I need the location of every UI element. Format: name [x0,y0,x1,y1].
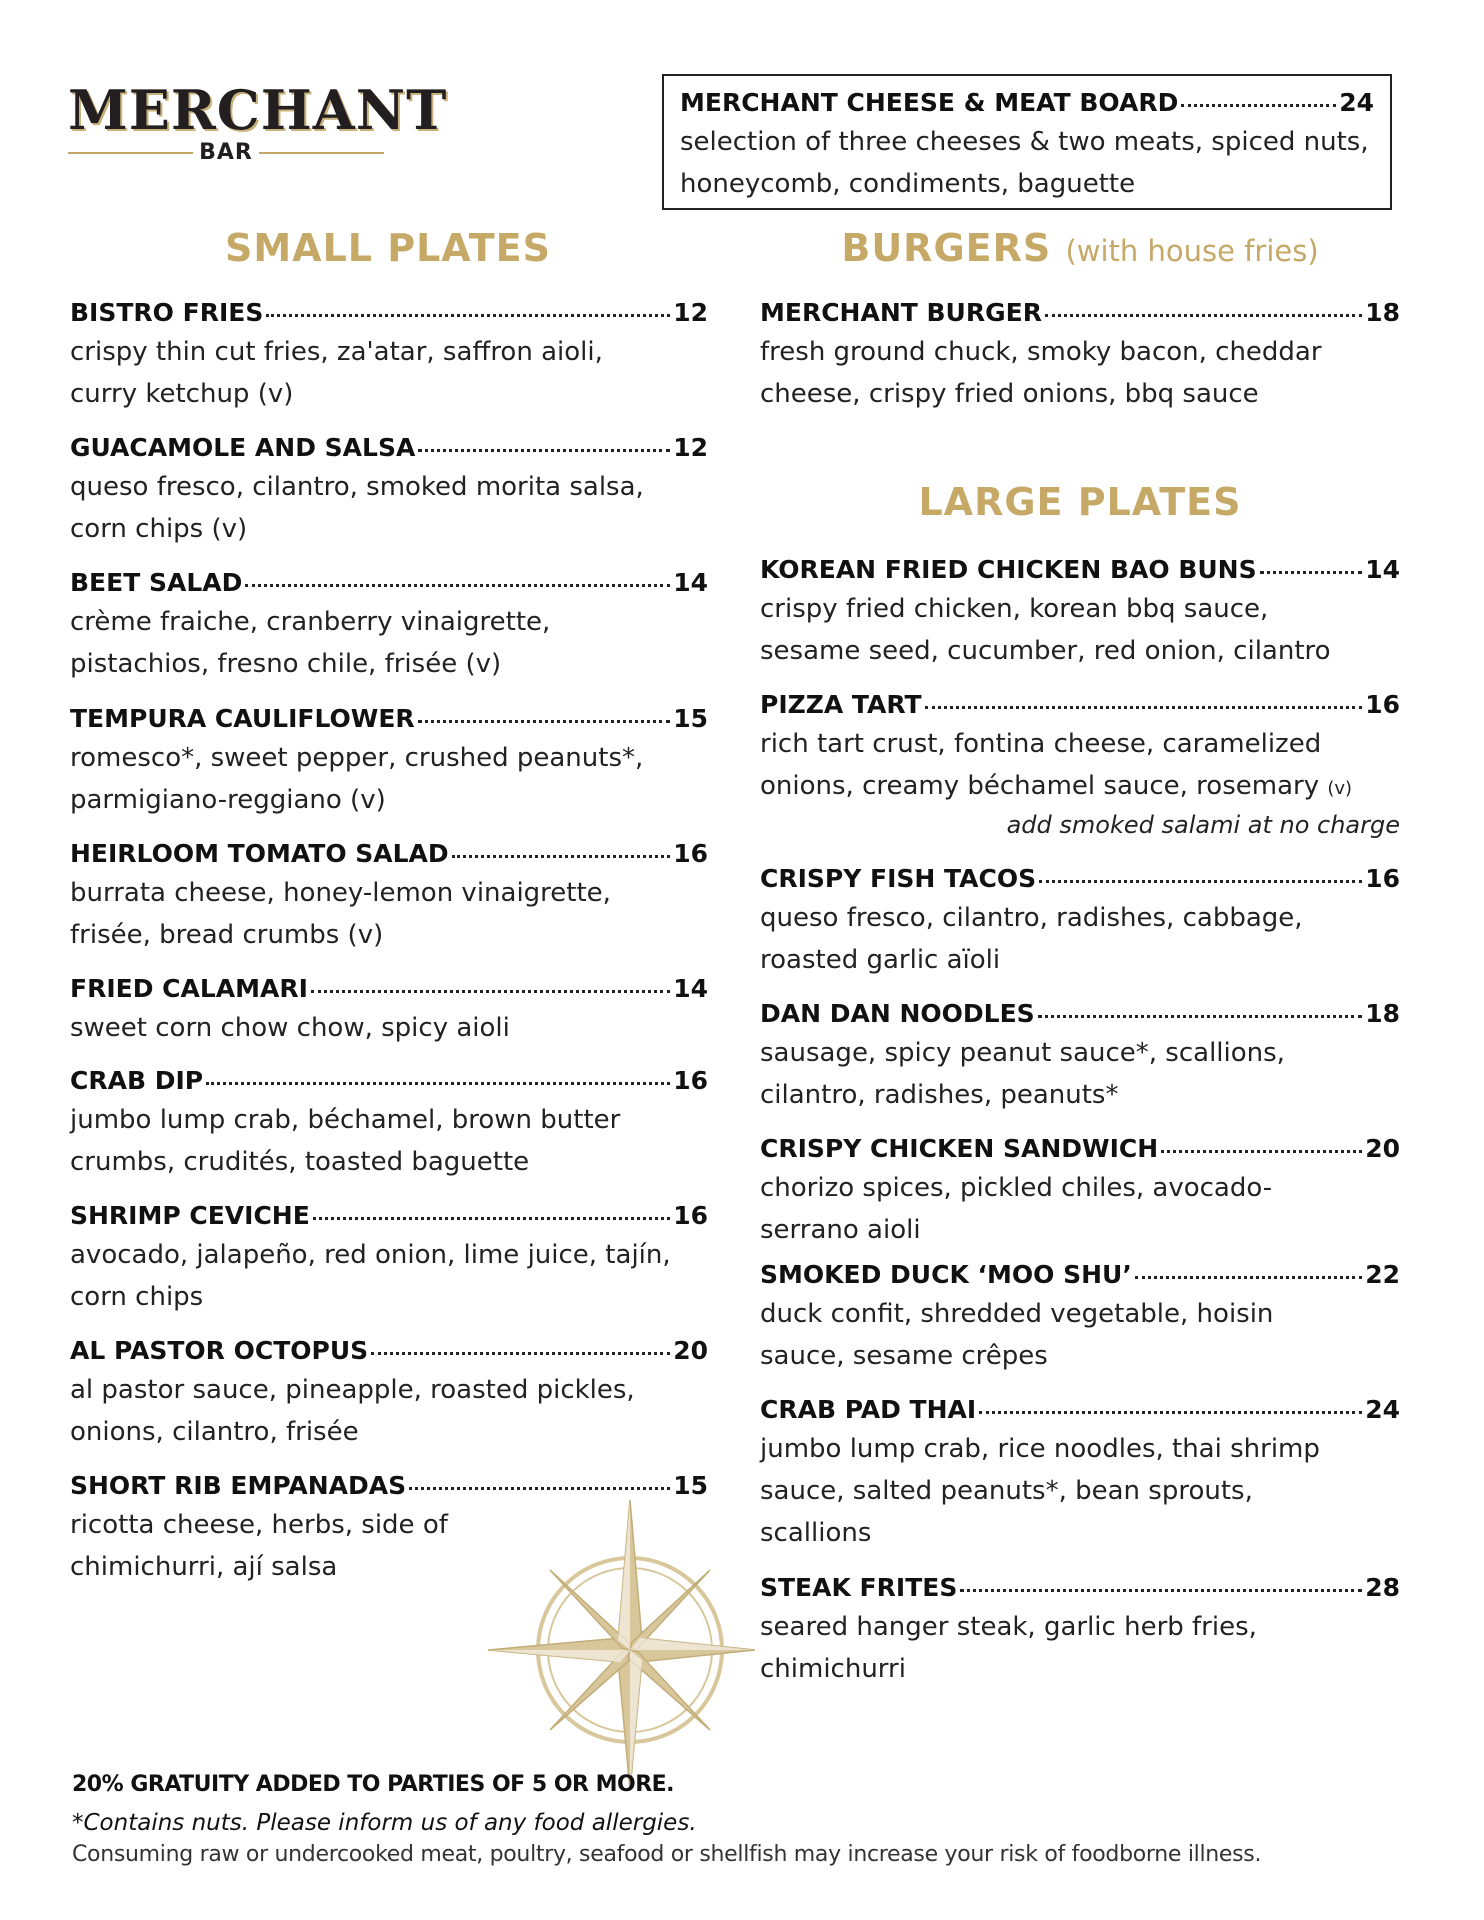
menu-item-header [760,296,1400,330]
menu-item-description [760,723,1400,810]
description-line: scallions [760,1518,872,1548]
menu-item-price: 22 [1365,1260,1400,1289]
menu-item [70,1334,708,1453]
menu-item-price: 16 [1365,690,1400,719]
description-line: duck confit, shredded vegetable, hoisin [760,1299,1274,1329]
menu-item [760,1393,1400,1554]
foodborne-warning: Consuming raw or undercooked meat, poultry, seafood or shellfish may increase your risk of foodborne illness. [72,1842,1262,1867]
description-line: burrata cheese, honey-lemon vinaigrette, [70,878,611,908]
menu-item-description [70,601,708,685]
description-line: corn chips [70,1282,204,1312]
description-line: cilantro, radishes, peanuts* [760,1080,1119,1110]
menu-item-name: CRISPY CHICKEN SANDWICH [760,1134,1159,1163]
menu-item-name: SHORT RIB EMPANADAS [70,1471,407,1500]
description-line: sesame seed, cucumber, red onion, cilantro [760,636,1331,666]
description-line: queso fresco, cilantro, smoked morita salsa, [70,472,644,502]
menu-item-description [70,872,708,956]
menu-item [760,997,1400,1116]
description-line: al pastor sauce, pineapple, roasted pickles, [70,1375,635,1405]
merchant-bar-logo [68,78,448,165]
menu-item-addon: add smoked salami at no charge [1006,811,1400,839]
description-line [760,765,1400,810]
menu-item-name: STEAK FRITES [760,1573,958,1602]
dot-leader [1039,880,1362,883]
menu-item-description [760,897,1400,981]
menu-item-description [760,1032,1400,1116]
menu-item-name: CRISPY FISH TACOS [760,864,1037,893]
menu-footer [72,1768,1412,1870]
dot-leader [925,706,1363,709]
description-line: jumbo lump crab, rice noodles, thai shrimp [760,1434,1320,1464]
menu-item-price: 15 [673,1471,708,1500]
dot-leader [311,990,670,993]
menu-item-price: 18 [1365,298,1400,327]
menu-item-description: selection of three cheeses & two meats, spiced nuts, honeycomb, condiments, baguette [680,127,1369,199]
menu-item-header [680,86,1374,120]
dot-leader [979,1411,1362,1414]
burgers-note: (with house fries) [1065,234,1319,268]
menu-item-description [760,1167,1400,1251]
menu-item [760,688,1400,840]
menu-item-name: KOREAN FRIED CHICKEN BAO BUNS [760,555,1257,584]
logo-wordmark: MERCHANT [68,78,448,142]
section-title-large-plates: LARGE PLATES [918,480,1242,524]
menu-item-name: FRIED CALAMARI [70,974,308,1003]
menu-item-price: 16 [673,839,708,868]
menu-item-header [760,553,1400,587]
menu-item-description [760,588,1400,672]
menu-item [70,702,708,821]
menu-item [70,566,708,685]
description-line: corn chips (v) [70,514,248,544]
description-line: crispy fried chicken, korean bbq sauce, [760,594,1269,624]
menu-item-price: 12 [673,298,708,327]
menu-item-price: 12 [673,433,708,462]
menu-item-price: 20 [1365,1134,1400,1163]
menu-item-price: 24 [1365,1395,1400,1424]
menu-item-header [760,1393,1400,1427]
dot-leader [1181,104,1336,107]
menu-item-description [760,1606,1400,1690]
menu-item-description [70,737,708,821]
dot-leader [245,584,670,587]
menu-item [760,1571,1400,1690]
menu-item-description [70,1234,708,1318]
description-line: jumbo lump crab, béchamel, brown butter [70,1105,621,1135]
allergy-notice: *Contains nuts. Please inform us of any food allergies. [72,1810,697,1836]
dot-leader [1038,1015,1363,1018]
menu-item [760,1132,1400,1251]
menu-item-header [70,837,708,871]
description-line: crème fraiche, cranberry vinaigrette, [70,607,551,637]
menu-item-name: TEMPURA CAULIFLOWER [70,704,415,733]
vegetarian-mark: (v) [1327,778,1353,799]
menu-item-header [70,431,708,465]
description-line: sweet corn chow chow, spicy aioli [70,1013,510,1043]
menu-item-header [70,1334,708,1368]
menu-item [70,972,708,1049]
menu-item-name: SHRIMP CEVICHE [70,1201,310,1230]
description-line: chimichurri, ají salsa [70,1552,338,1582]
menu-item-name: MERCHANT BURGER [760,298,1042,327]
menu-item-price: 14 [673,974,708,1003]
logo-rule-left [68,152,193,154]
menu-item-header [70,1199,708,1233]
menu-item-name: CRAB PAD THAI [760,1395,977,1424]
dot-leader [206,1082,670,1085]
description-line: parmigiano-reggiano (v) [70,785,386,815]
logo-bar-text: BAR [199,140,253,165]
menu-item-name: BEET SALAD [70,568,243,597]
logo-subline [68,140,384,165]
menu-item [760,862,1400,981]
menu-item-price: 14 [1365,555,1400,584]
description-line: roasted garlic aïoli [760,945,1001,975]
description-text: onions, creamy béchamel sauce, rosemary [760,771,1320,801]
description-line: queso fresco, cilantro, radishes, cabbage, [760,903,1303,933]
description-line: cheese, crispy fried onions, bbq sauce [760,379,1259,409]
description-line: sausage, spicy peanut sauce*, scallions, [760,1038,1285,1068]
menu-item-price: 28 [1365,1573,1400,1602]
menu-item-name: DAN DAN NOODLES [760,999,1035,1028]
menu-item-price: 14 [673,568,708,597]
description-line: chimichurri [760,1654,906,1684]
menu-item-description [70,331,708,415]
menu-item-name: MERCHANT CHEESE & MEAT BOARD [680,88,1179,117]
description-line: romesco*, sweet pepper, crushed peanuts*, [70,743,644,773]
menu-item-header [760,997,1400,1031]
description-line: sauce, sesame crêpes [760,1341,1048,1371]
menu-item-price: 18 [1365,999,1400,1028]
menu-item-price: 16 [1365,864,1400,893]
menu-item-description [70,1007,708,1049]
menu-item-header [70,1064,708,1098]
menu-item-description [70,1369,708,1453]
description-line: pistachios, fresno chile, frisée (v) [70,649,502,679]
dot-leader [452,855,671,858]
dot-leader [960,1589,1362,1592]
dot-leader [1260,571,1363,574]
menu-item-header [70,566,708,600]
description-line: chorizo spices, pickled chiles, avocado- [760,1173,1273,1203]
menu-item [70,431,708,550]
menu-item [70,837,708,956]
menu-item-description [760,1428,1400,1554]
section-title-small-plates: SMALL PLATES [224,226,552,270]
description-line: avocado, jalapeño, red onion, lime juice, tajín, [70,1240,671,1270]
menu-item [760,553,1400,672]
menu-item-price: 16 [673,1201,708,1230]
menu-item-header [760,688,1400,722]
menu-item-description [760,331,1400,415]
menu-item-header [70,702,708,736]
menu-item-name: CRAB DIP [70,1066,204,1095]
description-line: crispy thin cut fries, za'atar, saffron aioli, [70,337,603,367]
dot-leader [1161,1150,1362,1153]
menu-item-description [70,466,708,550]
menu-item [760,1258,1400,1377]
dot-leader [1045,314,1362,317]
menu-item-name: BISTRO FRIES [70,298,264,327]
menu-item [70,1199,708,1318]
featured-item-box [662,74,1392,210]
dot-leader [418,720,671,723]
compass-rose-icon [480,1490,760,1790]
menu-item-name: AL PASTOR OCTOPUS [70,1336,369,1365]
menu-item-price: 16 [673,1066,708,1095]
dot-leader [313,1217,670,1220]
description-line: sauce, salted peanuts*, bean sprouts, [760,1476,1253,1506]
description-line: frisée, bread crumbs (v) [70,920,384,950]
menu-item [760,296,1400,415]
description-line: ricotta cheese, herbs, side of [70,1510,448,1540]
menu-item [70,1064,708,1183]
menu-item-name: SMOKED DUCK ‘MOO SHU’ [760,1260,1132,1289]
menu-item-name: PIZZA TART [760,690,922,719]
menu-item-description [760,1293,1400,1377]
description-line: onions, cilantro, frisée [70,1417,359,1447]
logo-rule-right [259,152,384,154]
burgers-title: BURGERS [841,226,1052,270]
description-line: crumbs, crudités, toasted baguette [70,1147,530,1177]
menu-item-price: 20 [673,1336,708,1365]
description-line: serrano aioli [760,1215,921,1245]
menu-item-name: HEIRLOOM TOMATO SALAD [70,839,449,868]
dot-leader [266,314,670,317]
description-line: rich tart crust, fontina cheese, caramelized [760,729,1322,759]
menu-item-header [760,862,1400,896]
menu-item-header [760,1571,1400,1605]
dot-leader [371,1352,670,1355]
menu-item-description [70,1099,708,1183]
description-line: fresh ground chuck, smoky bacon, cheddar [760,337,1322,367]
menu-item-header [760,1258,1400,1292]
menu-item-price: 15 [673,704,708,733]
menu-item-name: GUACAMOLE AND SALSA [70,433,416,462]
menu-item-price: 24 [1339,88,1374,117]
gratuity-notice: 20% GRATUITY ADDED TO PARTIES OF 5 OR MORE. [72,1772,675,1797]
menu-item-header [70,972,708,1006]
menu-item [70,296,708,415]
menu-item-header [760,1132,1400,1166]
section-title-burgers [760,226,1400,270]
description-line: seared hanger steak, garlic herb fries, [760,1612,1257,1642]
dot-leader [1135,1276,1362,1279]
dot-leader [418,449,670,452]
menu-item-header [70,296,708,330]
description-line: curry ketchup (v) [70,379,294,409]
